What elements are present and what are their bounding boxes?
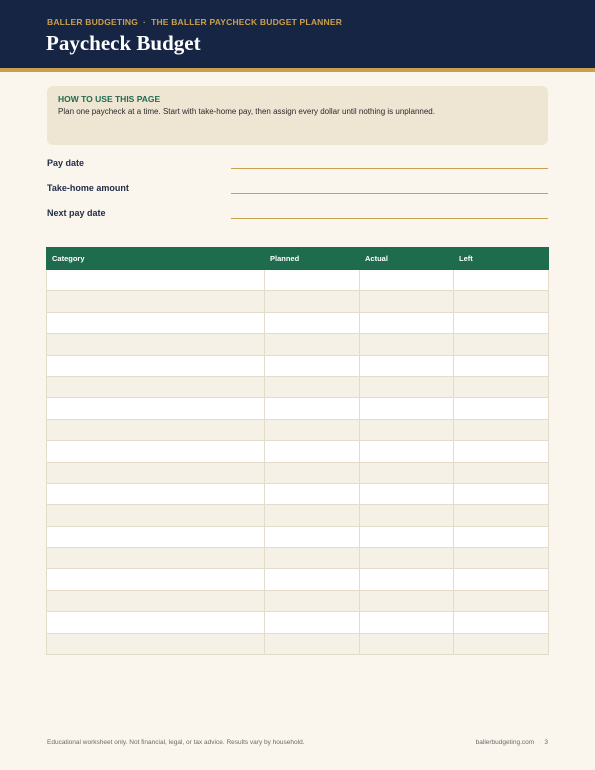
- cell-planned[interactable]: [265, 334, 360, 355]
- cell-category[interactable]: [47, 376, 265, 397]
- cell-actual[interactable]: [360, 312, 454, 333]
- cell-planned[interactable]: [265, 526, 360, 547]
- cell-left[interactable]: [454, 312, 549, 333]
- cell-actual[interactable]: [360, 462, 454, 483]
- cell-category[interactable]: [47, 398, 265, 419]
- table-header-row: [47, 248, 549, 270]
- table-row: [47, 398, 549, 419]
- cell-planned[interactable]: [265, 270, 360, 291]
- how-to-callout: [47, 86, 548, 145]
- column-header-planned: Planned: [265, 248, 360, 270]
- cell-left[interactable]: [454, 505, 549, 526]
- column-header-actual: Actual: [360, 248, 454, 270]
- cell-actual[interactable]: [360, 441, 454, 462]
- cell-left[interactable]: [454, 612, 549, 633]
- cell-left[interactable]: [454, 419, 549, 440]
- cell-left[interactable]: [454, 270, 549, 291]
- cell-left[interactable]: [454, 483, 549, 504]
- cell-actual[interactable]: [360, 291, 454, 312]
- table-row: [47, 569, 549, 590]
- brand-name: BALLER BUDGETING: [47, 17, 139, 27]
- cell-left[interactable]: [454, 526, 549, 547]
- table-row: [47, 590, 549, 611]
- cell-left[interactable]: [454, 462, 549, 483]
- cell-planned[interactable]: [265, 419, 360, 440]
- cell-left[interactable]: [454, 355, 549, 376]
- cell-left[interactable]: [454, 334, 549, 355]
- table-row: [47, 612, 549, 633]
- pay-date-label: Pay date: [47, 158, 85, 168]
- cell-category[interactable]: [47, 270, 265, 291]
- table-row: [47, 526, 549, 547]
- cell-actual[interactable]: [360, 376, 454, 397]
- page-header: [0, 0, 595, 72]
- cell-planned[interactable]: [265, 441, 360, 462]
- cell-actual[interactable]: [360, 526, 454, 547]
- table-row: [47, 483, 549, 504]
- cell-category[interactable]: [47, 505, 265, 526]
- table-row: [47, 419, 549, 440]
- how-to-title: HOW TO USE THIS PAGE: [58, 94, 161, 104]
- cell-category[interactable]: [47, 548, 265, 569]
- table-row: [47, 376, 549, 397]
- next-pay-date-label: Next pay date: [47, 208, 106, 218]
- footer-disclaimer: Educational worksheet only. Not financial, legal, or tax advice. Results vary by household.: [47, 739, 305, 746]
- cell-planned[interactable]: [265, 548, 360, 569]
- cell-actual[interactable]: [360, 355, 454, 376]
- cell-left[interactable]: [454, 633, 549, 654]
- table-row: [47, 441, 549, 462]
- cell-planned[interactable]: [265, 483, 360, 504]
- cell-actual[interactable]: [360, 590, 454, 611]
- cell-category[interactable]: [47, 483, 265, 504]
- cell-planned[interactable]: [265, 505, 360, 526]
- cell-planned[interactable]: [265, 398, 360, 419]
- take-home-amount-label: Take-home amount: [47, 183, 129, 193]
- table-row: [47, 633, 549, 654]
- cell-left[interactable]: [454, 376, 549, 397]
- column-header-left: Left: [454, 248, 549, 270]
- cell-category[interactable]: [47, 334, 265, 355]
- cell-actual[interactable]: [360, 334, 454, 355]
- cell-planned[interactable]: [265, 590, 360, 611]
- cell-left[interactable]: [454, 398, 549, 419]
- column-header-category: Category: [47, 248, 265, 270]
- pay-date-field[interactable]: [231, 168, 548, 169]
- how-to-text: Plan one paycheck at a time. Start with take-home pay, then assign every dollar until nothing is unplanned.: [58, 107, 435, 116]
- cell-planned[interactable]: [265, 462, 360, 483]
- cell-category[interactable]: [47, 312, 265, 333]
- cell-actual[interactable]: [360, 612, 454, 633]
- cell-planned[interactable]: [265, 355, 360, 376]
- cell-category[interactable]: [47, 633, 265, 654]
- cell-actual[interactable]: [360, 569, 454, 590]
- table-row: [47, 355, 549, 376]
- table-row: [47, 270, 549, 291]
- table-row: [47, 291, 549, 312]
- cell-planned[interactable]: [265, 312, 360, 333]
- footer-site: ballerbudgeting.com: [475, 739, 535, 746]
- footer-separator: ·: [538, 739, 541, 746]
- page-number: 3: [544, 739, 548, 746]
- cell-planned[interactable]: [265, 633, 360, 654]
- cell-actual[interactable]: [360, 270, 454, 291]
- budget-table: [46, 247, 549, 655]
- next-pay-date-field[interactable]: [231, 218, 548, 219]
- cell-left[interactable]: [454, 590, 549, 611]
- table-row: [47, 505, 549, 526]
- eyebrow-separator: ·: [143, 17, 147, 27]
- cell-planned[interactable]: [265, 612, 360, 633]
- cell-category[interactable]: [47, 569, 265, 590]
- cell-category[interactable]: [47, 441, 265, 462]
- cell-left[interactable]: [454, 291, 549, 312]
- cell-actual[interactable]: [360, 548, 454, 569]
- take-home-amount-field[interactable]: [231, 193, 548, 194]
- cell-category[interactable]: [47, 462, 265, 483]
- cell-planned[interactable]: [265, 569, 360, 590]
- table-row: [47, 334, 549, 355]
- cell-left[interactable]: [454, 569, 549, 590]
- cell-planned[interactable]: [265, 376, 360, 397]
- cell-actual[interactable]: [360, 398, 454, 419]
- table-body: [47, 270, 549, 655]
- cell-planned[interactable]: [265, 291, 360, 312]
- table-row: [47, 548, 549, 569]
- series-name: THE BALLER PAYCHECK BUDGET PLANNER: [151, 17, 343, 27]
- table-row: [47, 312, 549, 333]
- cell-category[interactable]: [47, 590, 265, 611]
- cell-actual[interactable]: [360, 505, 454, 526]
- cell-category[interactable]: [47, 355, 265, 376]
- page-title: Paycheck Budget: [46, 31, 201, 55]
- cell-category[interactable]: [47, 526, 265, 547]
- cell-category[interactable]: [47, 419, 265, 440]
- cell-left[interactable]: [454, 441, 549, 462]
- cell-actual[interactable]: [360, 419, 454, 440]
- cell-category[interactable]: [47, 291, 265, 312]
- footer-site-page: [476, 739, 548, 746]
- table-row: [47, 462, 549, 483]
- cell-actual[interactable]: [360, 633, 454, 654]
- cell-actual[interactable]: [360, 483, 454, 504]
- cell-left[interactable]: [454, 548, 549, 569]
- eyebrow: [47, 17, 342, 27]
- cell-category[interactable]: [47, 612, 265, 633]
